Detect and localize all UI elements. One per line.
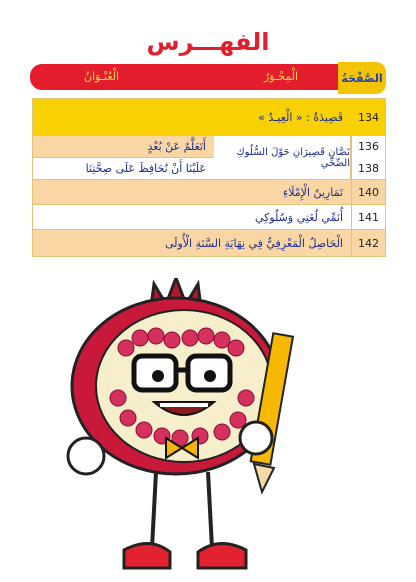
row-title[interactable]: أَتَعَلَّمُ عَنْ بُعْدٍ: [33, 136, 214, 157]
row-title[interactable]: عَلَيْنَا أَنْ نُحَافِظَ عَلَى صِحَّتِنَا: [33, 157, 214, 179]
table-row[interactable]: [33, 99, 385, 135]
page-number: 142: [351, 230, 385, 256]
page-number: 138: [358, 161, 379, 175]
page-number: 140: [351, 180, 385, 204]
row-title: الْحَاصِلُ الْمَعْرِفِيُّ فِي نِهَايَةِ السَّنَةِ الْأُولَى: [164, 236, 343, 250]
split-topic: نَصَّانِ قَصِيرَانِ حَوْلَ السُّلُوكِ الصِّحِّي: [214, 136, 351, 179]
split-section: [33, 136, 351, 179]
table-row-group: [33, 135, 385, 179]
header-axis-label: الْمِحْـوَرُ: [264, 70, 299, 83]
row-title: تَمَارِينُ الْإِمْلَاءِ: [283, 185, 343, 199]
header-page-label: الصَّفْحَةُ: [338, 62, 386, 94]
page-number: 134: [351, 99, 385, 135]
pomegranate-mascot-illustration: [58, 278, 308, 582]
header-title-label: الْعُنْـوَانُ: [84, 70, 120, 83]
split-subtitles: [33, 136, 214, 179]
row-title: أُنَمِّي لُغَتِي وَسُلُوكِي: [254, 210, 343, 224]
index-table: [32, 98, 386, 257]
table-row[interactable]: [33, 229, 385, 256]
table-row[interactable]: [33, 204, 385, 229]
table-row[interactable]: [33, 179, 385, 204]
page-title: الفهـــرس: [146, 28, 270, 56]
page-number: 141: [351, 205, 385, 229]
page-number: 136: [358, 140, 379, 154]
table-header: [30, 62, 386, 94]
row-title: قَصِيدَةٌ : « الْعِيـدُ »: [258, 110, 343, 124]
page-number-group: [351, 136, 385, 179]
header-red-bar: [30, 64, 348, 90]
